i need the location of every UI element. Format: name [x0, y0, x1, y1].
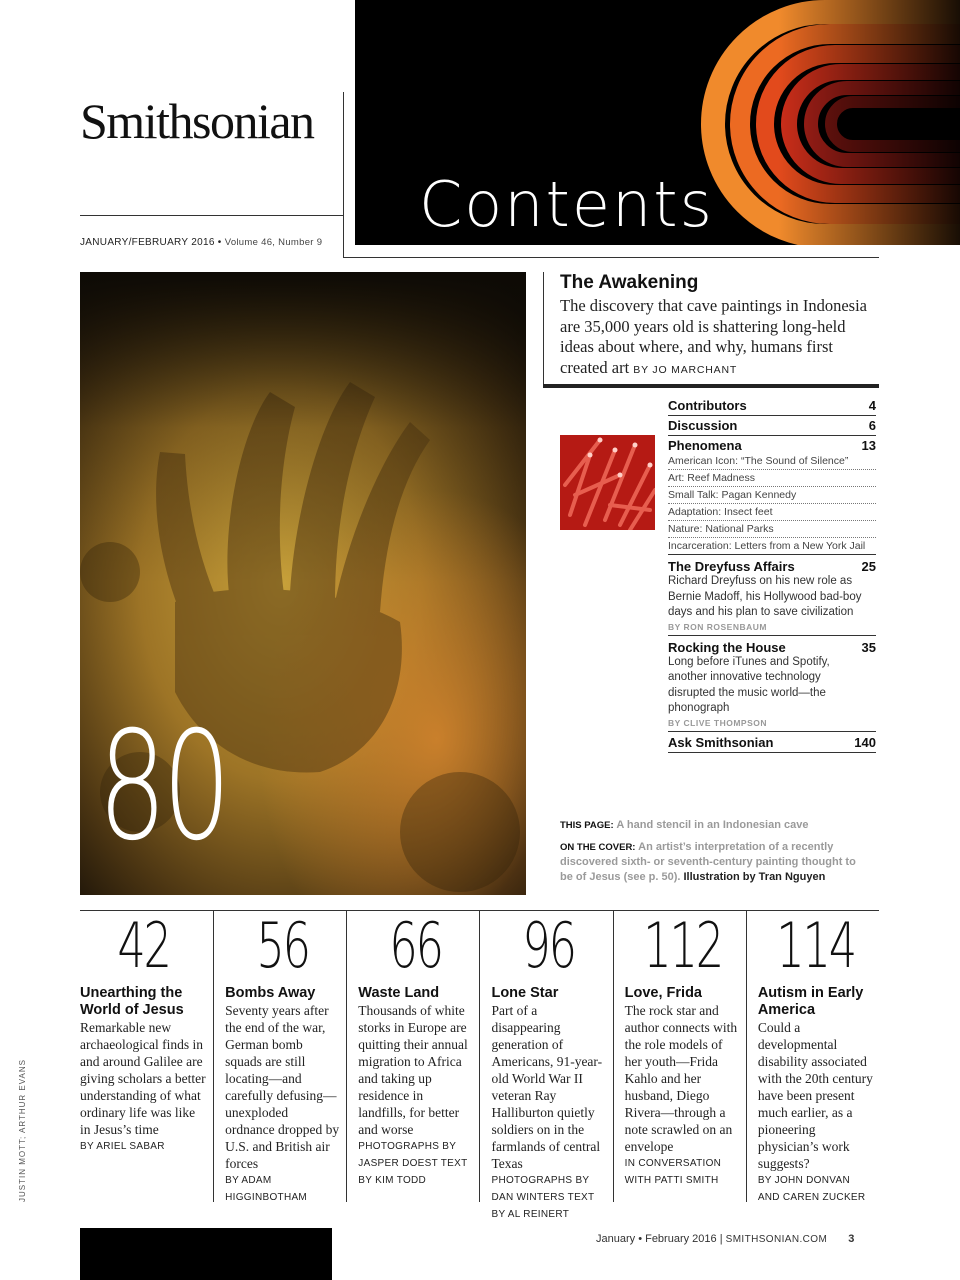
masthead-logo: Smithsonian: [80, 93, 314, 149]
footer-date: January • February 2016: [596, 1233, 717, 1245]
toc-label: Discussion: [668, 418, 738, 433]
story-byline: IN CONVERSATION WITH PATTI SMITH: [624, 1158, 722, 1186]
story-title[interactable]: Autism in Early America: [757, 985, 864, 1018]
toc-page: 35: [861, 639, 876, 655]
footer-page-number: 3: [848, 1233, 855, 1245]
story-description: Part of a disappearing generation of Americans, 91-year-old World War II veteran Ray Halliburton quietly soldiers on in the farmlands of central Texas: [491, 1003, 603, 1171]
toc-byline: BY CLIVE THOMPSON: [668, 717, 768, 728]
photo-credit: JUSTIN MOTT; ARTHUR EVANS: [18, 1059, 27, 1202]
feature-title[interactable]: The Awakening: [560, 272, 699, 293]
footer-separator: |: [719, 1233, 723, 1245]
story-title[interactable]: Love, Frida: [624, 985, 702, 1001]
story-byline: BY ADAM HIGGINBOTHAM: [225, 1175, 308, 1203]
this-page-caption: THIS PAGE: A hand stencil in an Indonesian cave: [560, 819, 809, 831]
story-page-number: 114: [776, 909, 855, 982]
story-description: Could a developmental disability associated with the 20th century have been present much earlier, as a pioneering physician’s work suggests?: [757, 1020, 873, 1171]
toc-subitem[interactable]: Adaptation: Insect feet: [668, 504, 876, 521]
story-page-number: 96: [522, 909, 576, 982]
photo-captions: [560, 818, 860, 884]
story-byline: PHOTOGRAPHS BY DAN WINTERS TEXT BY AL REINERT: [491, 1175, 595, 1220]
story-byline: BY JOHN DONVAN AND CAREN ZUCKER: [757, 1175, 866, 1203]
story-byline: BY ARIEL SABAR: [80, 1141, 165, 1152]
contents-banner: [355, 0, 960, 245]
divider: [343, 92, 344, 257]
toc-description: Long before iTunes and Spotify, another innovative technology disrupted the music world—the phonograph: [668, 655, 830, 714]
reef-thumbnail: [560, 435, 655, 530]
toc-subitem[interactable]: Incarceration: Letters from a New York Jail: [668, 538, 876, 555]
toc-page: 4: [868, 398, 876, 413]
footer-black-bar: [80, 1228, 332, 1280]
divider: [343, 257, 879, 258]
story-column[interactable]: [613, 910, 746, 1202]
divider: [543, 384, 879, 388]
toc-label: Phenomena: [668, 438, 742, 453]
toc-page: 140: [854, 734, 876, 750]
story-description: Remarkable new archaeological finds in and around Galilee are giving scholars a better understanding of what ordinary life was like in Jesus’s time: [80, 1020, 206, 1137]
story-byline: PHOTOGRAPHS BY JASPER DOEST TEXT BY KIM TODD: [358, 1141, 468, 1186]
toc-item-discussion[interactable]: [668, 416, 876, 435]
story-page-number: 56: [256, 909, 309, 982]
story-title[interactable]: Bombs Away: [225, 985, 316, 1001]
story-column[interactable]: [346, 910, 479, 1202]
toc-page: 6: [868, 418, 876, 433]
story-description: Seventy years after the end of the war, German bomb squads are still locating—and carefully defusing—unexploded ordnance dropped by U.S. and British air forces: [225, 1003, 340, 1171]
story-page-number: 42: [117, 909, 170, 982]
toc-page: 25: [861, 559, 876, 574]
story-description: The rock star and author connects with the role models of her youth—Frida Kahlo and her husband, Diego Rivera—through a note scrawled on an envelope: [624, 1003, 738, 1154]
issue-info: [80, 237, 322, 248]
story-title[interactable]: Waste Land: [358, 985, 440, 1001]
toc-subitem[interactable]: American Icon: “The Sound of Silence”: [668, 453, 876, 470]
feature-byline: BY JO MARCHANT: [633, 363, 738, 376]
divider: [668, 752, 876, 753]
story-title[interactable]: Lone Star: [491, 985, 559, 1001]
footer-site[interactable]: SMITHSONIAN.COM: [725, 1234, 828, 1245]
toc-item-contributors[interactable]: [668, 396, 876, 415]
feature-story[interactable]: [560, 272, 880, 380]
feature-columns: [80, 909, 879, 1220]
contents-title: Contents: [419, 168, 714, 241]
story-column[interactable]: [479, 909, 612, 1220]
toc-subitem[interactable]: Small Talk: Pagan Kennedy: [668, 487, 876, 504]
toc-description: Richard Dreyfuss on his new role as Bernie Madoff, his Hollywood bad-boy days and his plan to save civilization: [668, 575, 862, 618]
toc-subitem[interactable]: Art: Reef Madness: [668, 470, 876, 487]
toc-label: Contributors: [668, 398, 747, 413]
feature-page-number: 80: [98, 700, 227, 874]
story-page-number: 66: [389, 909, 443, 982]
reef-image: [560, 435, 655, 530]
toc-label: The Dreyfuss Affairs: [668, 559, 795, 574]
issue-date: JANUARY/FEBRUARY 2016: [80, 237, 215, 248]
story-title[interactable]: Unearthing the World of Jesus: [80, 985, 184, 1018]
toc-item-phenomena[interactable]: [668, 436, 876, 453]
toc-item-ask-smithsonian[interactable]: [668, 732, 876, 752]
toc-byline: BY RON ROSENBAUM: [668, 621, 767, 632]
toc-item-rocking[interactable]: [668, 636, 876, 655]
story-description: Thousands of white storks in Europe are quitting their annual migration to Africa and taking up residence in landfills, for better and worse: [358, 1003, 468, 1137]
table-of-contents: [668, 396, 876, 753]
cover-photo-hand-stencil: [80, 272, 526, 895]
issue-volume: Volume 46, Number 9: [224, 237, 323, 248]
toc-label: Rocking the House: [668, 639, 786, 655]
feature-description: The discovery that cave paintings in Indonesia are 35,000 years old is shattering long-held ideas about where, and why, humans first created art BY JO MARCHANT: [560, 296, 867, 377]
toc-label: Ask Smithsonian: [668, 734, 774, 750]
divider: [80, 215, 343, 216]
cover-illustration-credit: Illustration by Tran Nguyen: [683, 870, 826, 883]
issue-bullet: •: [217, 237, 222, 248]
divider: [543, 272, 544, 387]
toc-item-dreyfuss[interactable]: [668, 555, 876, 574]
story-column[interactable]: [746, 910, 879, 1202]
story-column[interactable]: [213, 910, 346, 1202]
page-footer: [596, 1233, 854, 1245]
cover-caption: ON THE COVER: An artist’s interpretation of a recently discovered sixth- or seventh-century painting thought to be of Jesus (see p. 50). Illustration by Tran Nguyen: [560, 840, 856, 883]
story-page-number: 112: [642, 909, 722, 982]
story-column[interactable]: [80, 910, 213, 1202]
toc-subitem[interactable]: Nature: National Parks: [668, 521, 876, 538]
toc-page: 13: [861, 438, 876, 453]
